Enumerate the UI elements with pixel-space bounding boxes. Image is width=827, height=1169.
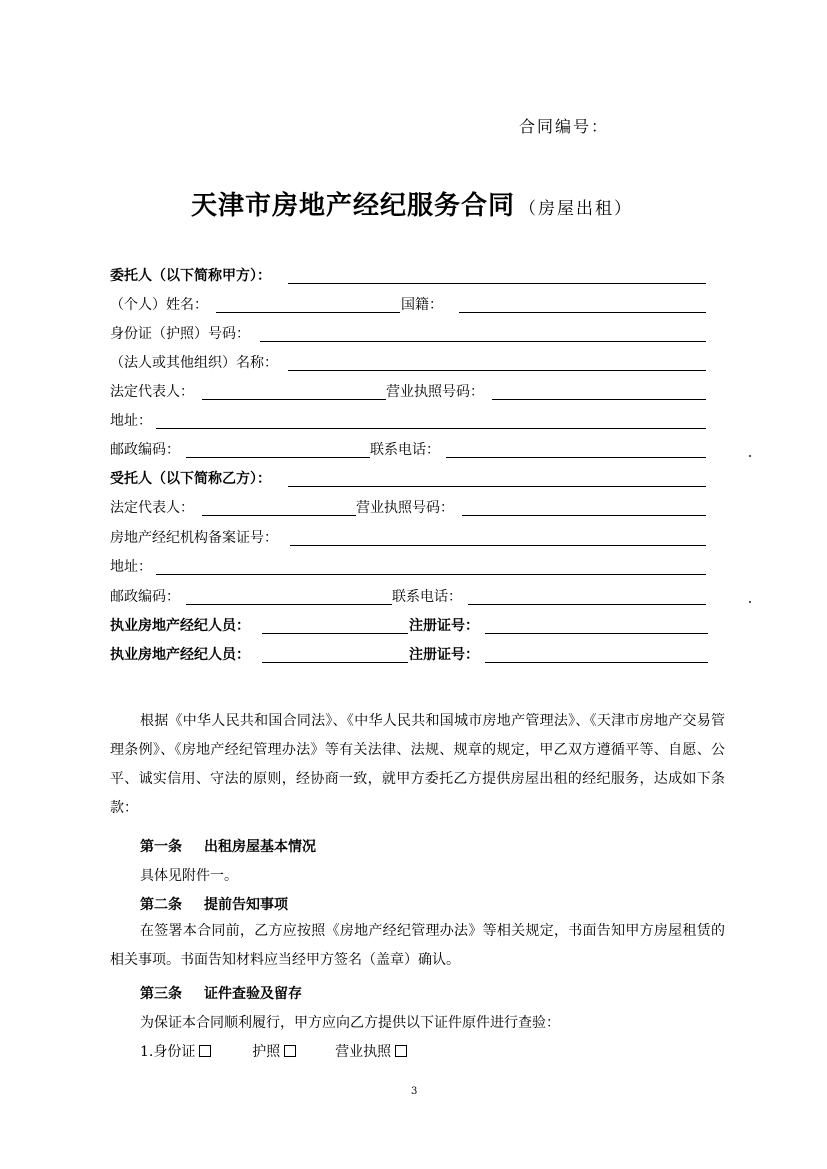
nationality-field[interactable] — [459, 312, 706, 313]
passport-checkbox[interactable] — [284, 1045, 296, 1057]
party-a-name-field[interactable] — [288, 283, 706, 284]
article-title: 提前告知事项 — [204, 897, 288, 913]
org-name-label: （法人或其他组织）名称： — [110, 355, 278, 371]
registration-field[interactable] — [485, 633, 708, 634]
phone-label: 联系电话： — [392, 589, 462, 605]
phone-field[interactable] — [446, 457, 706, 458]
article-1-body: 具体见附件一。 — [140, 868, 238, 884]
registration-label: 注册证号： — [409, 618, 479, 634]
phone-label: 联系电话： — [370, 442, 440, 458]
filing-number-label: 房地产经纪机构备案证号： — [110, 530, 278, 546]
article-3-heading — [140, 983, 302, 1003]
filing-number-field[interactable] — [290, 545, 706, 546]
business-license-checkbox[interactable] — [395, 1045, 407, 1057]
document-checklist — [140, 1041, 407, 1061]
legal-rep-field[interactable] — [202, 515, 356, 516]
license-number-field[interactable] — [462, 515, 706, 516]
legal-rep-label: 法定代表人： — [110, 500, 194, 516]
postcode-label: 邮政编码： — [110, 589, 180, 605]
agent-field[interactable] — [262, 662, 408, 663]
checklist-item-label: 营业执照 — [335, 1044, 392, 1060]
article-number: 第一条 — [140, 839, 182, 855]
individual-name-label: （个人）姓名： — [110, 297, 208, 313]
license-number-label: 营业执照号码： — [386, 384, 484, 400]
agent-label: 执业房地产经纪人员： — [110, 618, 250, 634]
registration-field[interactable] — [485, 662, 708, 663]
nationality-label: 国籍： — [401, 297, 443, 313]
title-main: 天津市房地产经纪服务合同 — [191, 191, 516, 221]
document-title — [191, 185, 633, 222]
article-title: 证件查验及留存 — [204, 986, 302, 1002]
id-number-field[interactable] — [260, 341, 706, 342]
address-label: 地址： — [110, 413, 152, 429]
registration-label: 注册证号： — [409, 647, 479, 663]
address-field[interactable] — [156, 574, 706, 575]
org-name-field[interactable] — [288, 370, 706, 371]
individual-name-field[interactable] — [216, 312, 400, 313]
party-b-heading: 受托人（以下简称乙方）： — [110, 471, 271, 487]
postcode-label: 邮政编码： — [110, 442, 180, 458]
id-card-checkbox[interactable] — [199, 1045, 211, 1057]
article-number: 第二条 — [140, 897, 182, 913]
postcode-field[interactable] — [186, 457, 370, 458]
preamble-paragraph: 根据《中华人民共和国合同法》、《中华人民共和国城市房地产管理法》、《天津市房地产交易管理条例》、《房地产经纪管理办法》等有关法律、法规、规章的规定，甲乙双方遵循平等、自愿、公平、诚实信用、守法的原则，经协商一致，就甲方委托乙方提供房屋出租的经纪服务，达成如下条款： — [110, 713, 725, 816]
article-1-heading — [140, 836, 316, 856]
id-number-label: 身份证（护照）号码： — [110, 326, 250, 342]
agent-field[interactable] — [262, 633, 408, 634]
legal-rep-label: 法定代表人： — [110, 384, 194, 400]
title-subtitle: （房屋出租） — [519, 199, 634, 219]
address-label: 地址： — [110, 559, 152, 575]
license-number-field[interactable] — [492, 399, 706, 400]
legal-rep-field[interactable] — [202, 399, 386, 400]
checklist-item-label: 护照 — [252, 1044, 281, 1060]
article-3-body: 为保证本合同顺利履行，甲方应向乙方提供以下证件原件进行查验： — [140, 1015, 560, 1031]
checklist-item-label: 身份证 — [153, 1044, 196, 1060]
article-title: 出租房屋基本情况 — [204, 839, 316, 855]
address-field[interactable] — [156, 428, 706, 429]
party-b-name-field[interactable] — [288, 486, 706, 487]
checklist-prefix: 1. — [140, 1044, 154, 1060]
article-2-body: 在签署本合同前，乙方应按照《房地产经纪管理办法》等相关规定，书面告知甲方房屋租赁的相关事项。书面告知材料应当经甲方签名（盖章）确认。 — [110, 923, 725, 968]
margin-mark — [749, 601, 751, 603]
page-number: 3 — [411, 1086, 418, 1097]
article-2-heading — [140, 894, 288, 914]
contract-number-label: 合同编号： — [519, 117, 610, 136]
party-a-heading: 委托人（以下简称甲方）： — [110, 268, 271, 284]
margin-mark — [749, 455, 751, 457]
article-number: 第三条 — [140, 986, 182, 1002]
license-number-label: 营业执照号码： — [356, 500, 454, 516]
agent-label: 执业房地产经纪人员： — [110, 647, 250, 663]
postcode-field[interactable] — [186, 604, 392, 605]
phone-field[interactable] — [468, 604, 706, 605]
